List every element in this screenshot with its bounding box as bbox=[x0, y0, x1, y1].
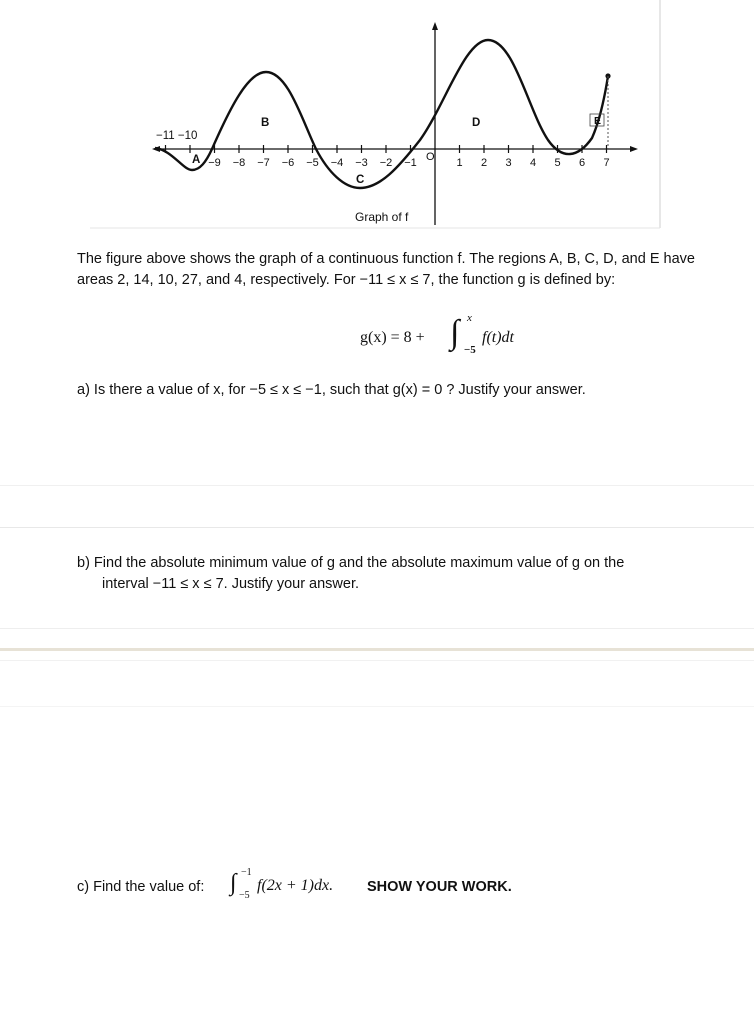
question-c-upper-limit: −1 bbox=[241, 867, 252, 878]
question-b-line-1: b) Find the absolute minimum value of g and the absolute maximum value of g on the bbox=[77, 555, 625, 571]
integrand: f(t)dt bbox=[482, 329, 514, 346]
tick-label-neg-4: −5 bbox=[306, 157, 319, 169]
intro-line-1: The figure above shows the graph of a continuous function f. The regions A, B, C, D, and E have bbox=[77, 251, 695, 267]
question-c-expression: f(2x + 1)dx. bbox=[257, 877, 334, 894]
scan-line-5 bbox=[0, 660, 754, 661]
region-label-d: D bbox=[472, 117, 481, 129]
region-label-c: C bbox=[356, 174, 365, 186]
tick-labels-negative bbox=[208, 157, 417, 169]
tick-label-pos-1: 2 bbox=[480, 157, 488, 169]
tick-label-pos-0: 1 bbox=[456, 157, 463, 169]
integral-sign: ∫ bbox=[450, 314, 460, 351]
scan-line-3 bbox=[0, 628, 754, 629]
tick-label-pos-5: 6 bbox=[578, 157, 586, 169]
intro-line-2: areas 2, 14, 10, 27, and 4, respectively. For −11 ≤ x ≤ 7, the function g is defined by: bbox=[77, 272, 616, 288]
question-a: a) Is there a value of x, for −5 ≤ x ≤ −1, such that g(x) = 0 ? Justify your answer. bbox=[77, 382, 586, 398]
origin-label: O bbox=[426, 151, 435, 163]
tick-label-pos-6: 7 bbox=[603, 157, 610, 169]
formula-lhs: g(x) = 8 + bbox=[360, 329, 425, 346]
tick-label-neg-1: −8 bbox=[232, 157, 246, 169]
tick-label-neg-3: −6 bbox=[281, 157, 295, 169]
region-label-a: A bbox=[192, 154, 201, 166]
graph-caption: Graph of f bbox=[355, 210, 409, 224]
tick-label-neg-8: −1 bbox=[404, 157, 417, 169]
integral-lower-limit: −5 bbox=[464, 344, 476, 356]
tick-label-neg-2: −7 bbox=[257, 157, 270, 169]
question-c bbox=[77, 867, 637, 902]
question-c-lower-limit: −5 bbox=[239, 890, 250, 901]
question-c-show-work: SHOW YOUR WORK. bbox=[367, 879, 512, 895]
region-label-e: E bbox=[594, 115, 602, 127]
graph-of-f bbox=[0, 0, 754, 240]
scan-line-6 bbox=[0, 706, 754, 707]
tick-label-neg-7: −2 bbox=[379, 157, 393, 169]
tick-label-pos-2: 3 bbox=[505, 157, 512, 169]
scan-line-1 bbox=[0, 485, 754, 486]
tick-label-neg-5: −4 bbox=[330, 157, 344, 169]
scan-line-4 bbox=[0, 648, 754, 651]
tick-label-neg-0: −9 bbox=[208, 157, 221, 169]
question-c-integral-sign: ∫ bbox=[230, 870, 237, 896]
tick-label-neg-6: −3 bbox=[355, 157, 368, 169]
g-definition-formula bbox=[360, 312, 580, 362]
y-axis-arrow bbox=[432, 22, 438, 30]
tick-label-pos-3: 4 bbox=[529, 157, 537, 169]
scan-line-2 bbox=[0, 527, 754, 528]
x-axis-arrow-right bbox=[630, 146, 638, 152]
region-label-b: B bbox=[261, 117, 270, 129]
integral-upper-limit: x bbox=[467, 312, 472, 324]
tick-label-pos-4: 5 bbox=[554, 157, 561, 169]
question-b-line-2: interval −11 ≤ x ≤ 7. Justify your answer. bbox=[102, 576, 360, 592]
tick-label-left: −11 −10 bbox=[156, 130, 198, 142]
tick-labels-positive bbox=[456, 157, 609, 169]
question-c-prefix: c) Find the value of: bbox=[77, 879, 205, 895]
